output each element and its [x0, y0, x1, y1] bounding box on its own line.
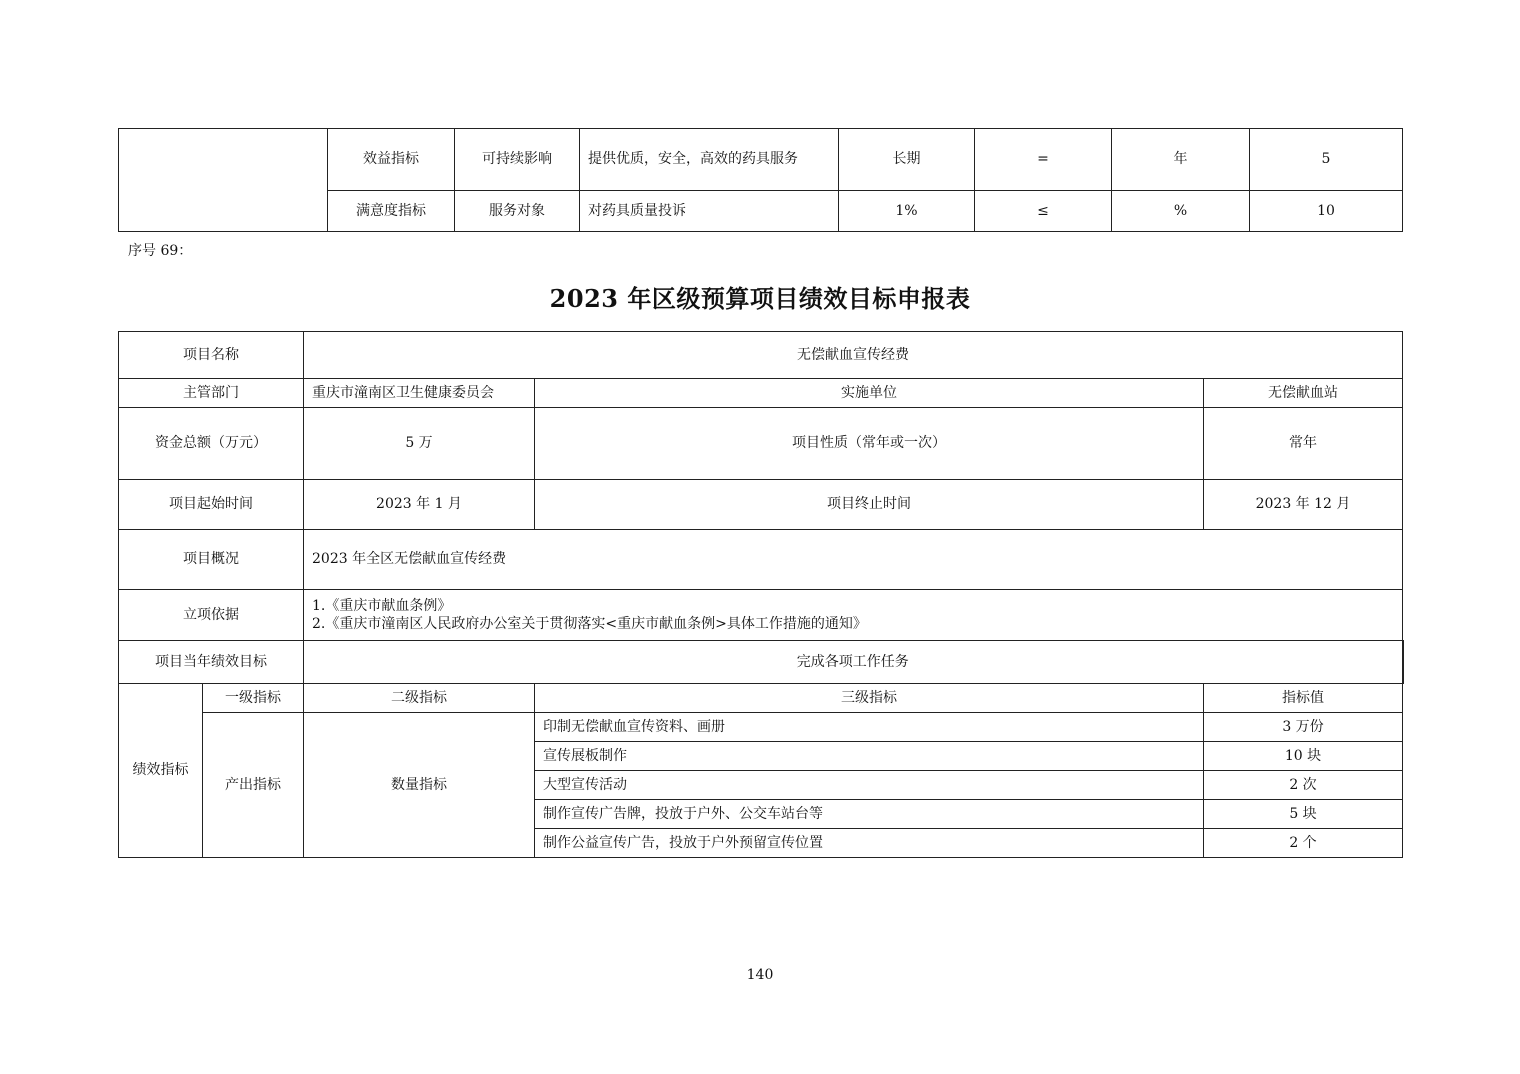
indicator-name: 制作宣传广告牌，投放于户外、公交车站台等	[535, 800, 1204, 829]
indicator-value: 5 块	[1204, 800, 1403, 829]
table-cell: 5	[1250, 129, 1403, 191]
empty-cell	[119, 129, 328, 232]
perf-label: 绩效指标	[119, 684, 203, 858]
nature-label: 项目性质（常年或一次）	[535, 408, 1204, 480]
indicator-name: 印制无偿献血宣传资料、画册	[535, 713, 1204, 742]
header-level1: 一级指标	[203, 684, 304, 713]
table-cell: =	[975, 129, 1112, 191]
fund-value: 5 万	[304, 408, 535, 480]
table-cell: ≤	[975, 191, 1112, 232]
table-cell: 可持续影响	[455, 129, 580, 191]
table-cell: 长期	[839, 129, 975, 191]
table-cell: 提供优质，安全，高效的药具服务	[580, 129, 839, 191]
indicator-name: 宣传展板制作	[535, 742, 1204, 771]
dept-value: 重庆市潼南区卫生健康委员会	[304, 379, 535, 408]
impl-label: 实施单位	[535, 379, 1204, 408]
table-cell: 1%	[839, 191, 975, 232]
header-level2: 二级指标	[304, 684, 535, 713]
nature-value: 常年	[1204, 408, 1403, 480]
end-value: 2023 年 12 月	[1204, 480, 1403, 530]
project-name-label: 项目名称	[119, 332, 304, 379]
indicator-value: 2 个	[1204, 829, 1403, 858]
table-cell: 对药具质量投诉	[580, 191, 839, 232]
basis-item: 1.《重庆市献血条例》	[312, 597, 452, 614]
table-cell: 年	[1112, 129, 1250, 191]
page-number: 140	[746, 967, 774, 983]
header-level3: 三级指标	[535, 684, 1204, 713]
start-value: 2023 年 1 月	[304, 480, 535, 530]
fund-label: 资金总额（万元）	[119, 408, 304, 480]
indicator-value: 3 万份	[1204, 713, 1403, 742]
table-cell: 服务对象	[455, 191, 580, 232]
indicator-value: 10 块	[1204, 742, 1403, 771]
basis-item: 2.《重庆市潼南区人民政府办公室关于贯彻落实<重庆市献血条例>具体工作措施的通知》	[312, 616, 867, 632]
goal-label: 项目当年绩效目标	[119, 641, 304, 684]
start-label: 项目起始时间	[119, 480, 304, 530]
project-name-value: 无偿献血宣传经费	[304, 332, 1403, 379]
page-title: 2023 年区级预算项目绩效目标申报表	[549, 284, 971, 313]
indicator-name: 大型宣传活动	[535, 771, 1204, 800]
table-cell: 满意度指标	[328, 191, 455, 232]
indicator-value: 2 次	[1204, 771, 1403, 800]
overview-value: 2023 年全区无偿献血宣传经费	[304, 530, 1403, 590]
basis-value	[304, 590, 1403, 641]
table-cell: %	[1112, 191, 1250, 232]
sequence-label: 序号 69：	[128, 243, 193, 259]
impl-value: 无偿献血站	[1204, 379, 1403, 408]
basis-label: 立项依据	[119, 590, 304, 641]
overview-label: 项目概况	[119, 530, 304, 590]
indicator-name: 制作公益宣传广告，投放于户外预留宣传位置	[535, 829, 1204, 858]
table-cell: 10	[1250, 191, 1403, 232]
dept-label: 主管部门	[119, 379, 304, 408]
continuation-table	[118, 128, 1403, 232]
header-value: 指标值	[1204, 684, 1403, 713]
quantity-label: 数量指标	[304, 713, 535, 858]
end-label: 项目终止时间	[535, 480, 1204, 530]
goal-value: 完成各项工作任务	[304, 641, 1403, 684]
output-label: 产出指标	[203, 713, 304, 858]
budget-form-table	[118, 331, 1404, 858]
table-cell: 效益指标	[328, 129, 455, 191]
